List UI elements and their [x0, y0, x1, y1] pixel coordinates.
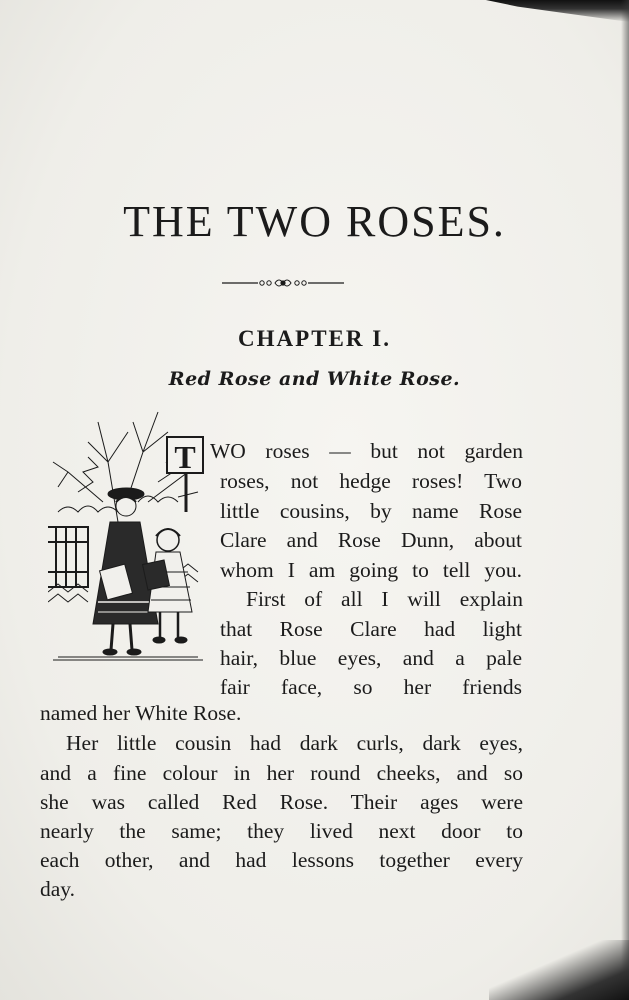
drop-cap: T	[166, 436, 204, 474]
ornament-divider-icon	[222, 276, 344, 290]
body-line: WO roses — but not garden	[210, 439, 523, 463]
body-line: hair, blue eyes, and a pale	[220, 646, 522, 670]
chapter-heading: CHAPTER I.	[238, 326, 391, 351]
chapter-subtitle: Red Rose and White Rose.	[168, 368, 461, 390]
body-line: she was called Red Rose. Their ages were	[40, 790, 523, 814]
body-line: day.	[40, 877, 76, 901]
page-edge-shadow-right	[621, 0, 629, 1000]
page-edge-shadow-bottom	[489, 940, 629, 1000]
body-line: each other, and had lessons together every	[40, 848, 523, 872]
body-line: that Rose Clare had light	[220, 617, 522, 641]
body-line: fair face, so her friends	[220, 675, 522, 699]
body-line: Her little cousin had dark curls, dark eyes,	[66, 731, 523, 755]
body-line: whom I am going to tell you.	[220, 558, 522, 582]
body-line: Clare and Rose Dunn, about	[220, 528, 522, 552]
page-edge-shadow-top	[470, 0, 629, 22]
body-line: little cousins, by name Rose	[220, 499, 522, 523]
book-title: THE TWO ROSES.	[123, 197, 506, 246]
body-line: First of all I will explain	[246, 587, 523, 611]
body-line: and a fine colour in her round cheeks, and so	[40, 761, 523, 785]
body-line: named her White Rose.	[40, 701, 242, 725]
body-line: roses, not hedge roses! Two	[220, 469, 522, 493]
body-line: nearly the same; they lived next door to	[40, 819, 523, 843]
